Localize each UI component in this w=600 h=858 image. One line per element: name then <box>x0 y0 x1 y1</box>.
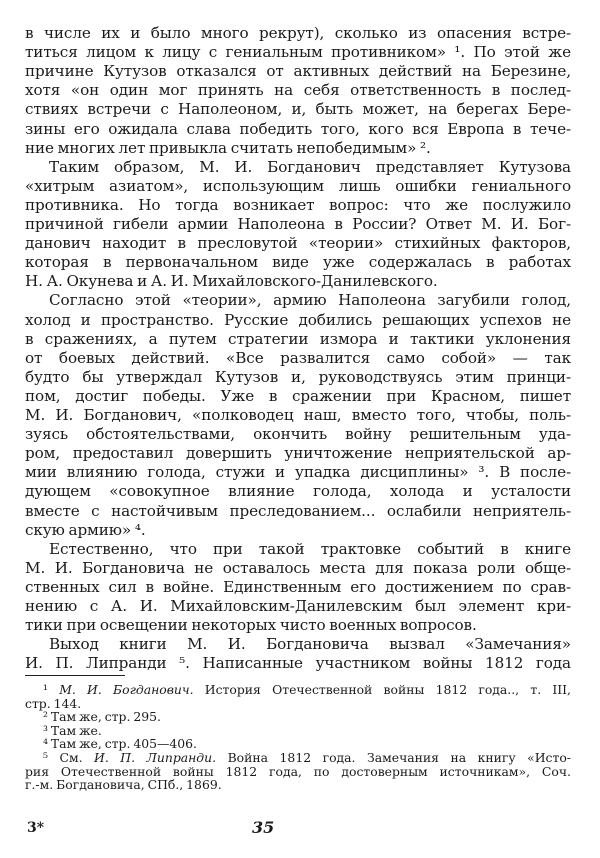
footnote-line <box>43 751 571 765</box>
text-line: ствиях встречи с Наполеоном, и, быть может, на берегах Бере- <box>25 100 571 119</box>
text-line: «хитрым азиатом», использующим лишь ошибки гениального <box>25 176 571 195</box>
text-line: зины его ожидала слава победить того, кого вся Европа в тече- <box>25 119 571 138</box>
footnote-divider <box>25 675 125 676</box>
footnote-line <box>43 724 571 738</box>
footnote-text: г.-м. Богдановича, СПб., 1869. <box>25 777 222 793</box>
text-line: ственных сил в войне. Единственным его достижением по срав- <box>25 577 571 596</box>
text-line: зуясь обстоятельствами, окончить войну решительным уда- <box>25 425 571 444</box>
text-line: И. П. Липранди ⁵. Написанные участником войны 1812 года <box>25 654 571 673</box>
text-line: Естественно, что при такой трактовке событий в книге <box>49 539 571 558</box>
text-line: скую армию» ⁴. <box>25 520 146 539</box>
footnote-marker: ¹ <box>43 682 60 697</box>
footnote-text: рия Отечественной войны 1812 года, по достоверным источникам», Соч. <box>25 763 571 779</box>
text-line: Таким образом, М. И. Богданович представляет Кутузова <box>49 157 571 176</box>
text-line: будто бы утверждал Кутузов и, руководствуясь этим принци- <box>25 367 571 386</box>
text-line: М. И. Богданович, «полководец наш, вместо того, чтобы, поль- <box>25 406 571 424</box>
page-number: 35 <box>252 818 275 837</box>
text-line: нению с А. И. Михайловским-Данилевским был элемент кри- <box>25 597 571 615</box>
text-line: Н. А. Окунева и А. И. Михайловского-Данилевского. <box>25 272 438 291</box>
text-line: ром, предоставил довершить уничтожение неприятельской ар- <box>25 444 571 463</box>
footnote-text: История Отечественной войны 1812 года.., т. III, <box>193 682 571 697</box>
text-line: мии влиянию голода, стужи и упадка дисциплины» ³. В после- <box>25 463 571 482</box>
footnote-marker: ⁴ <box>43 736 51 752</box>
text-line: М. И. Богдановича не оставалось места для показа роли обще- <box>25 558 571 577</box>
footnote-line <box>43 737 571 751</box>
footnote-text: Война 1812 года. Замечания на книгу «Исто- <box>216 750 571 765</box>
text-line: причиной гибели армии Наполеона в России? Ответ М. И. Бог- <box>25 215 571 233</box>
text-line: Согласно этой «теории», армию Наполеона загубили голод, <box>49 291 571 310</box>
text-line: пом, достиг победы. Уже в сражении при Красном, пишет <box>25 386 571 405</box>
text-line: Выход книги М. И. Богдановича вызвал «Замечания» <box>49 635 571 654</box>
footnote-text: Там же, стр. 295. <box>50 709 161 725</box>
text-line: ние многих лет привыкла считать непобедимым» ². <box>25 138 431 157</box>
text-line: данович находит в пресловутой «теории» стихийных факторов, <box>25 234 571 253</box>
text-line: которая в первоначальном виде уже содержалась в работах <box>25 253 571 272</box>
footnote-line <box>43 683 571 697</box>
footnote-author: М. И. Богданович. <box>59 682 194 697</box>
text-line: от боевых действий. «Все развалится само собой» — так <box>25 348 571 367</box>
footnote-line <box>25 697 571 711</box>
footnote-line <box>25 778 571 792</box>
footnote-author: И. П. Липранди. <box>94 750 217 765</box>
footnote-text: Там же, стр. 405—406. <box>50 736 197 752</box>
footnote-text: стр. 144. <box>25 695 82 711</box>
text-line: тики при освещении некоторых чисто военных вопросов. <box>25 616 477 635</box>
footnote-marker: ⁵ См. <box>43 750 95 765</box>
footnote-marker: ³ <box>43 722 51 738</box>
footnote-line <box>25 765 571 779</box>
signature-mark: 3* <box>27 820 45 836</box>
text-line: в сражениях, а путем стратегии измора и тактики уклонения <box>25 329 571 348</box>
text-line: вместе с настойчивым преследованием... ослабили неприятель- <box>25 501 571 520</box>
footnote-marker: ² <box>43 709 51 725</box>
text-line: противника. Но тогда возникает вопрос: что же послужило <box>25 195 571 214</box>
text-line: титься лицом к лицу с гениальным противником» ¹. По этой же <box>25 43 571 62</box>
text-line: дующем «совокупное влияние голода, холода и усталости <box>25 482 571 501</box>
text-line: причине Кутузов отказался от активных действий на Березине, <box>25 62 571 81</box>
text-line: в числе их и было много рекрут), сколько из опасения встре- <box>25 24 571 42</box>
footnote-line <box>43 710 571 724</box>
footnote-text: Там же. <box>50 722 102 738</box>
text-line: холод и пространство. Русские добились решающих успехов не <box>25 310 571 329</box>
text-line: хотя «он один мог принять на себя ответственность в послед- <box>25 81 571 100</box>
